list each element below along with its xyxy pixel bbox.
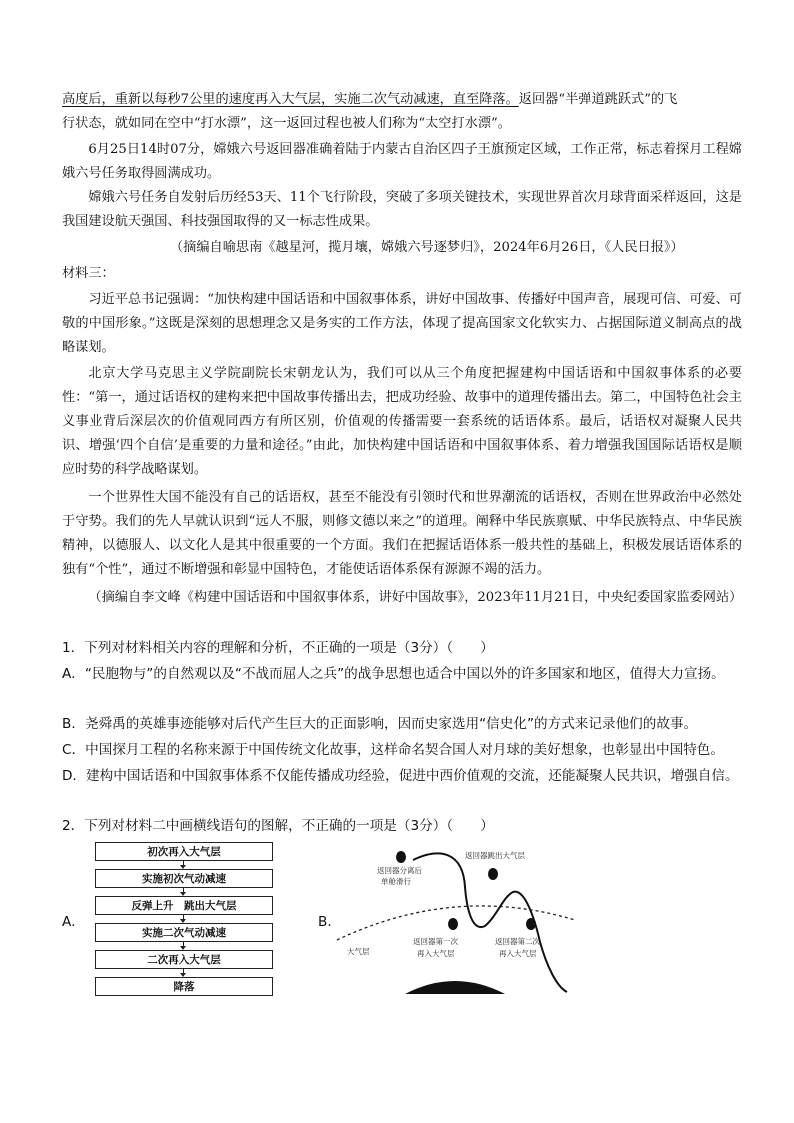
question1-stem: 1．下列对材料相关内容的理解和分析，不正确的一项是（3分）（ ） [62, 640, 494, 656]
material3-heading: 材料三： [62, 266, 115, 281]
label-separation: 返回器分离后 [377, 866, 422, 875]
label-first-entry: 返回器第一次 [413, 937, 458, 946]
capsule-icon [488, 868, 498, 880]
label-second-entry: 再入大气层 [499, 949, 537, 958]
question2-option-a-label[interactable]: A． [62, 914, 85, 930]
underlined-sentence: 高度后，重新以每秒7公里的速度再入大气层，实施二次气动减速，直至降落。 [62, 92, 519, 107]
material2-line2: 行状态，就如同在空中“打水漂”，这一返回过程也被人们称为“太空打水漂”。 [62, 116, 511, 131]
material2-source: （摘编自喻思南《越星河，揽月壤，嫦娥六号逐梦归》，2024年6月26日，《人民日报》） [170, 240, 684, 255]
material3-para1: 习近平总书记强调：“加快构建中国话语和中国叙事体系，讲好中国故事、传播好中国声音，展现可信、可爱、可敬的中国形象。”这既是深刻的思想理念又是务实的工作方法，体现了提高国家文化软实力、占据国际道义制高点的战略谋划。 [62, 292, 742, 355]
label-separation: 单舱滑行 [381, 877, 411, 886]
material2-para2: 6月25日14时07分，嫦娥六号返回器准确着陆于内蒙古自治区四子王旗预定区域，工作正常，标志着探月工程嫦娥六号任务取得圆满成功。 [62, 142, 742, 181]
flow-arrow [95, 942, 275, 950]
question1-option-b[interactable]: B．尧舜禹的英雄事迹能够对后代产生巨大的正面影响，因而史家选用“信史化”的方式来记录他们的故事。 [62, 716, 698, 732]
flow-step: 实施初次气动减速 [95, 869, 273, 888]
label-first-entry: 再入大气层 [417, 949, 455, 958]
flow-step: 初次再入大气层 [95, 842, 273, 861]
flow-step: 降落 [95, 977, 273, 996]
capsule-icon [526, 918, 536, 930]
question1-option-a[interactable]: A．“民胞物与”的自然观以及“不战而屈人之兵”的战争思想也适合中国以外的许多国家和地区，值得大力宣扬。 [62, 666, 725, 682]
label-second-entry: 返回器第二次 [495, 937, 540, 946]
flow-arrow [95, 861, 275, 869]
trajectory-diagram [335, 842, 580, 994]
flow-step: 反弹上升 跳出大气层 [95, 896, 273, 915]
material3-para3: 一个世界性大国不能没有自己的话语权，甚至不能没有引领时代和世界潮流的话语权，否则在世界政治中必然处于守势。我们的先人早就认识到“远人不服，则修文德以来之”的道理。阐释中华民族禀赋、中华民族特点、中华民族精神，以德服人、以文化人是其中很重要的一个方面。我们在把握话语体系一般共性的基础上，积极发展话语体系的独有“个性”，通过不断增强和彰显中国特色，才能使话语体系保有源源不竭的活力。 [62, 490, 742, 577]
material2-para3: 嫦娥六号任务自发射后历经53天、11个飞行阶段，突破了多项关键技术，实现世界首次月球背面采样返回，这是我国建设航天强国、科技强国取得的又一标志性成果。 [62, 190, 742, 229]
flow-step: 二次再入大气层 [95, 950, 273, 969]
question2-option-b-label[interactable]: B． [318, 914, 341, 930]
flow-arrow [95, 969, 275, 977]
question1-option-c[interactable]: C．中国探月工程的名称来源于中国传统文化故事，这样命名契合国人对月球的美好想象，也彰显出中国特色。 [62, 742, 724, 758]
flow-step: 实施二次气动减速 [95, 923, 273, 942]
flowchart [95, 842, 275, 996]
earth-shape [405, 981, 505, 994]
material3-para2: 北京大学马克思主义学院副院长宋朝龙认为，我们可以从三个角度把握建构中国话语和中国叙事体系的必要性：“第一，通过话语权的建构来把中国故事传播出去，把成功经验、故事中的道理传播出去。第二，中国特色社会主义事业背后深层次的价值观同西方有所区别，价值观的传播需要一套系统的话语体系。最后，话语权对凝聚人民共识、增强‘四个自信’是重要的力量和途径。”由此，加快构建中国话语和中国叙事体系、着力增强我国国际话语权是顺应时势的科学战略谋划。 [62, 366, 742, 477]
label-atmosphere: 大气层 [347, 947, 370, 956]
material2-line1: 高度后，重新以每秒7公里的速度再入大气层，实施二次气动减速，直至降落。返回器“半弹道跳跃式”的飞 [62, 92, 678, 107]
flow-arrow [95, 888, 275, 896]
flow-arrow [95, 915, 275, 923]
question1-option-d[interactable]: D．建构中国话语和中国叙事体系不仅能传播成功经验，促进中西价值观的交流，还能凝聚人民共识，增强自信。 [62, 768, 739, 784]
label-skip-out: 返回器跳出大气层 [465, 851, 525, 860]
capsule-icon [448, 918, 458, 930]
question2-stem: 2．下列对材料二中画横线语句的图解，不正确的一项是（3分）（ ） [62, 818, 494, 834]
material3-source: （摘编自李文峰《构建中国话语和中国叙事体系，讲好中国故事》，2023年11月21日，中央纪委国家监委网站） [88, 590, 743, 605]
capsule-icon [396, 851, 406, 863]
